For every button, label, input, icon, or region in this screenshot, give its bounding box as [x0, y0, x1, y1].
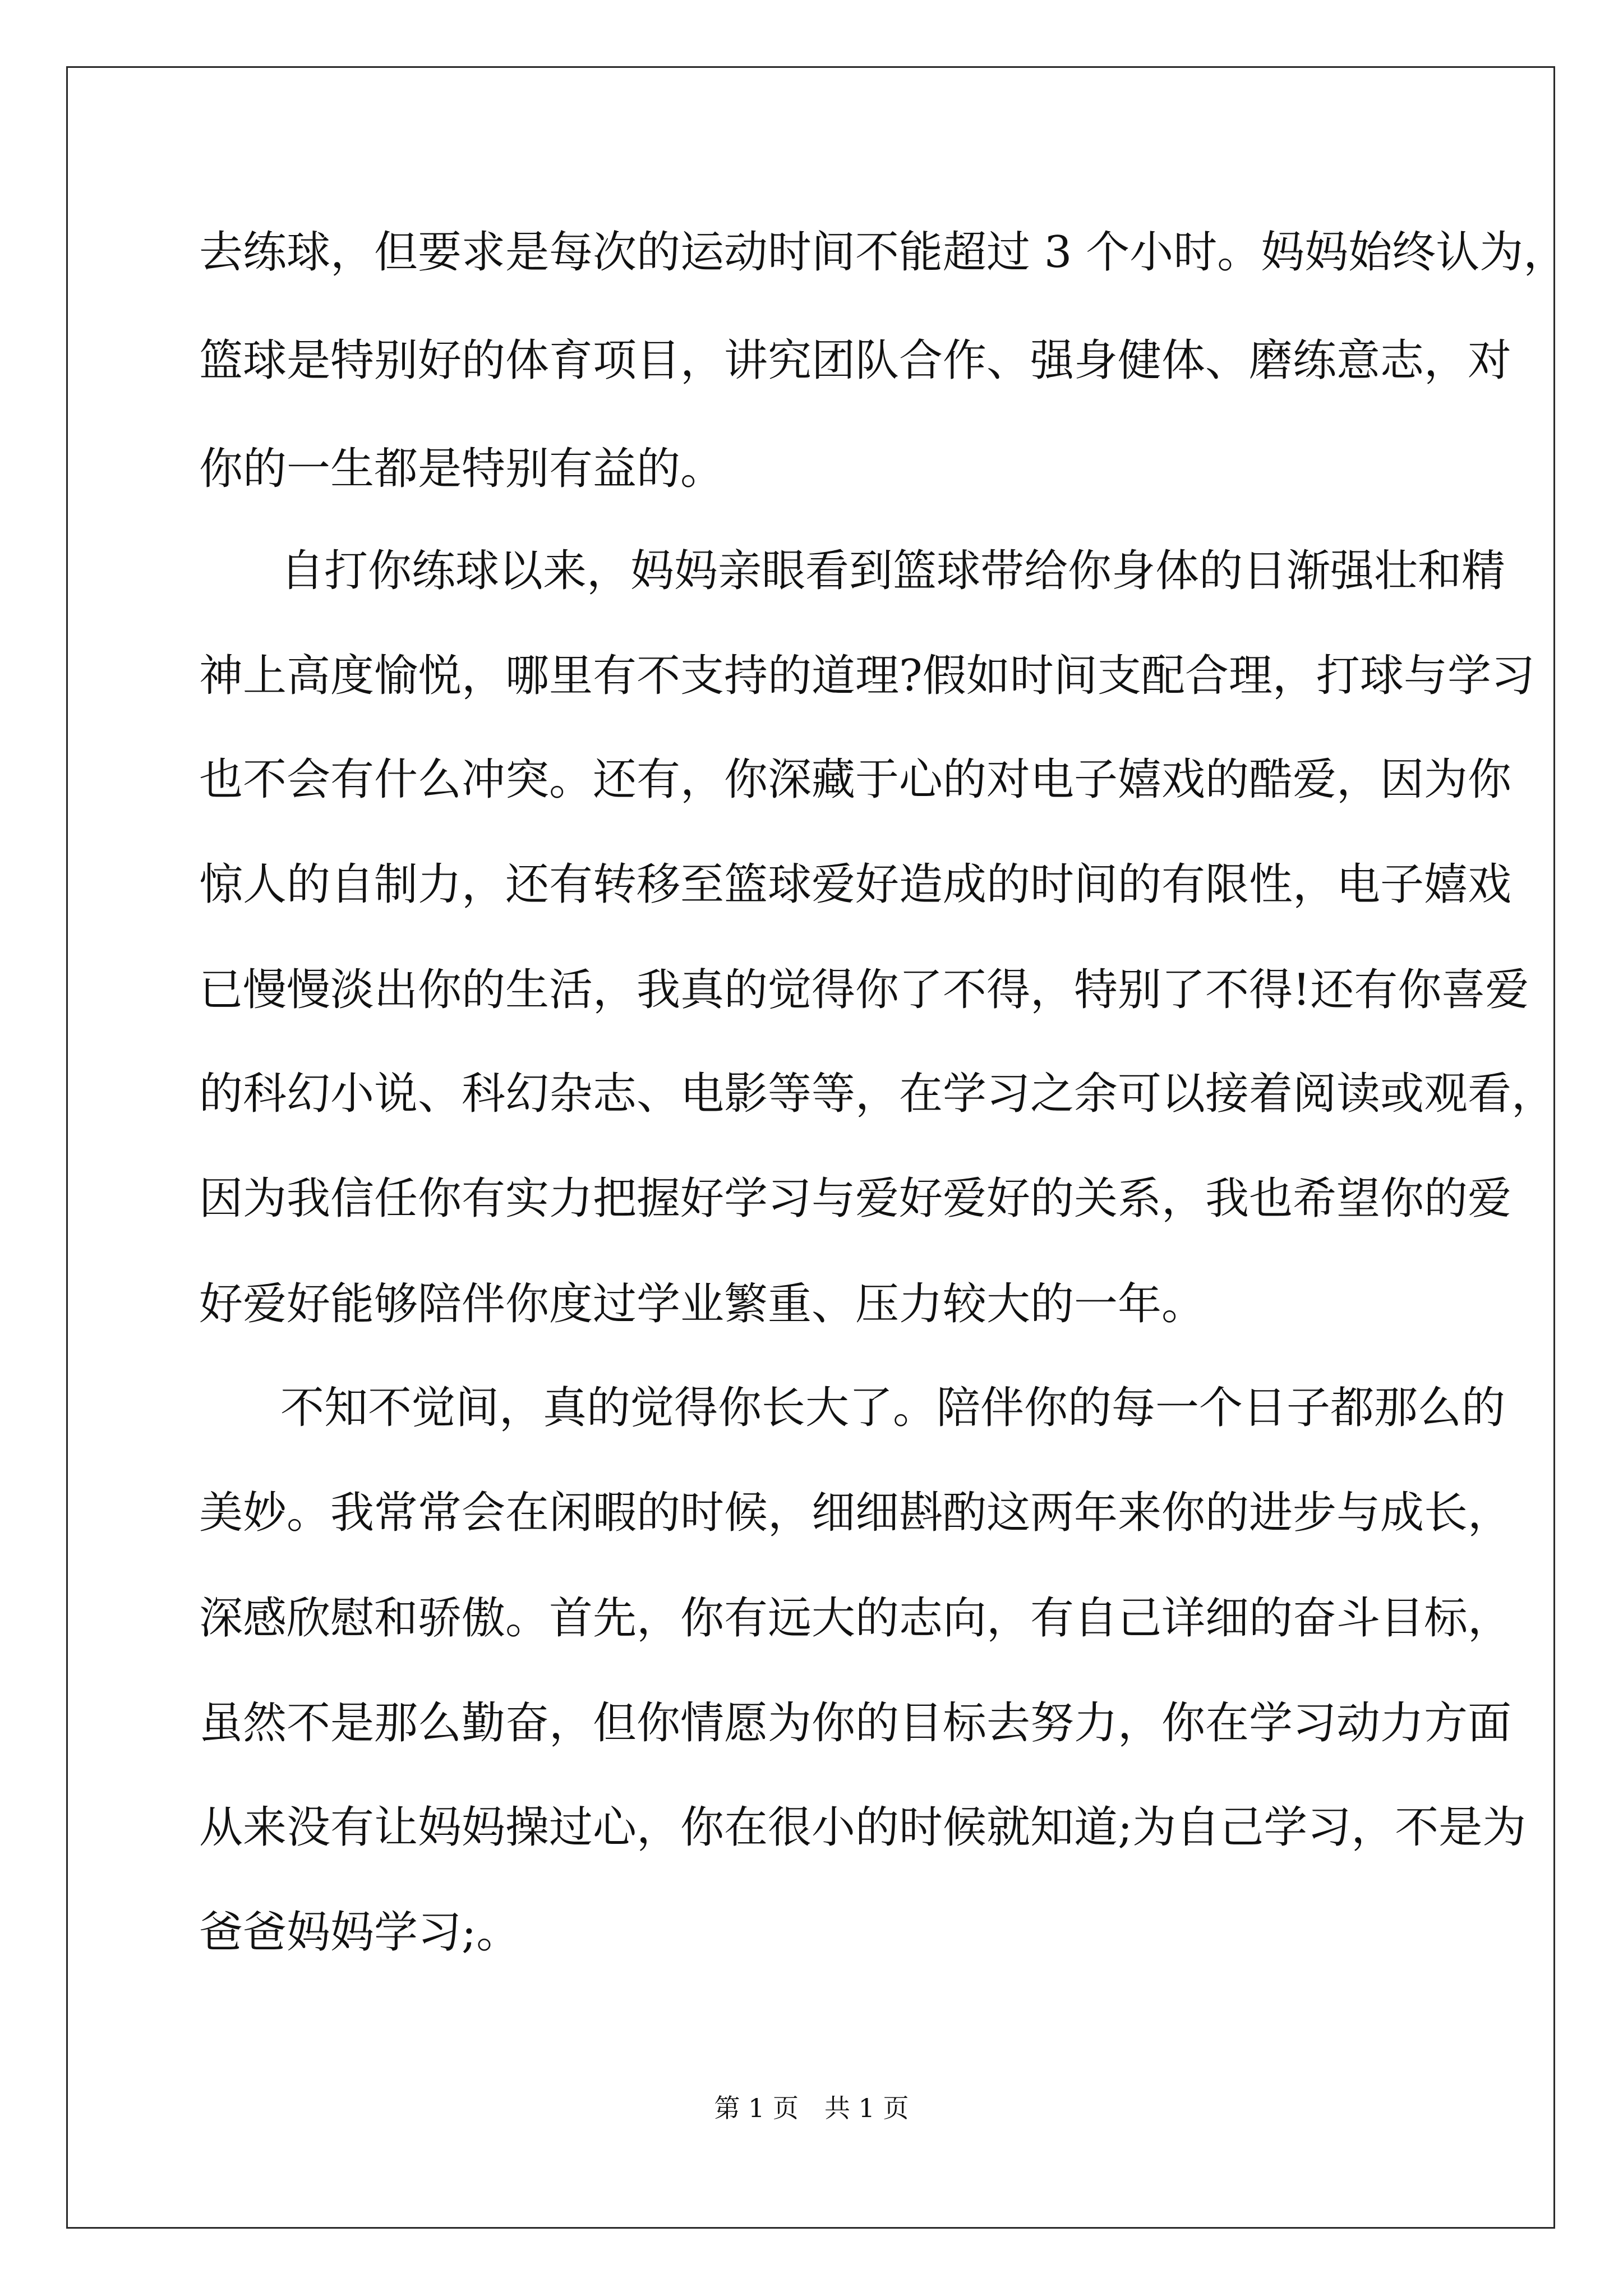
text-line: 篮球是特别好的体育项目，讲究团队合作、强身健体、磨练意志，对 — [199, 335, 1512, 386]
text-line: 也不会有什么冲突。还有，你深藏于心的对电子嬉戏的酷爱，因为你 — [199, 754, 1512, 805]
paragraph-start-line: 自打你练球以来，妈妈亲眼看到篮球带给你身体的日渐强壮和精 — [280, 546, 1506, 596]
paragraph-start-line: 不知不觉间，真的觉得你长大了。陪伴你的每一个日子都那么的 — [280, 1383, 1506, 1433]
text-line: 去练球，但要求是每次的运动时间不能超过 3 个小时。妈妈始终认为， — [199, 227, 1567, 278]
text-line: 好爱好能够陪伴你度过学业繁重、压力较大的一年。 — [199, 1279, 1206, 1329]
page-number-footer: 第 1 页 共 1 页 — [714, 2093, 909, 2123]
text-line: 神上高度愉悦，哪里有不支持的道理?假如时间支配合理，打球与学习 — [199, 651, 1535, 701]
text-line: 的科幻小说、科幻杂志、电影等等，在学习之余可以接着阅读或观看， — [199, 1069, 1556, 1119]
text-line: 惊人的自制力，还有转移至篮球爱好造成的时间的有限性，电子嬉戏 — [199, 859, 1512, 910]
text-line: 虽然不是那么勤奋，但你情愿为你的目标去努力，你在学习动力方面 — [199, 1698, 1512, 1749]
text-line: 深感欣慰和骄傲。首先，你有远大的志向，有自己详细的奋斗目标， — [199, 1593, 1512, 1644]
text-line: 因为我信任你有实力把握好学习与爱好爱好的关系，我也希望你的爱 — [199, 1174, 1512, 1224]
text-line: 爸爸妈妈学习;。 — [199, 1907, 520, 1958]
text-line: 已慢慢淡出你的生活，我真的觉得你了不得，特别了不得!还有你喜爱 — [199, 965, 1529, 1015]
text-line: 你的一生都是特别有益的。 — [199, 444, 725, 494]
text-line: 从来没有让妈妈操过心，你在很小的时候就知道;为自己学习，不是为 — [199, 1802, 1527, 1853]
text-line: 美妙。我常常会在闲暇的时候，细细斟酌这两年来你的进步与成长， — [199, 1488, 1512, 1538]
